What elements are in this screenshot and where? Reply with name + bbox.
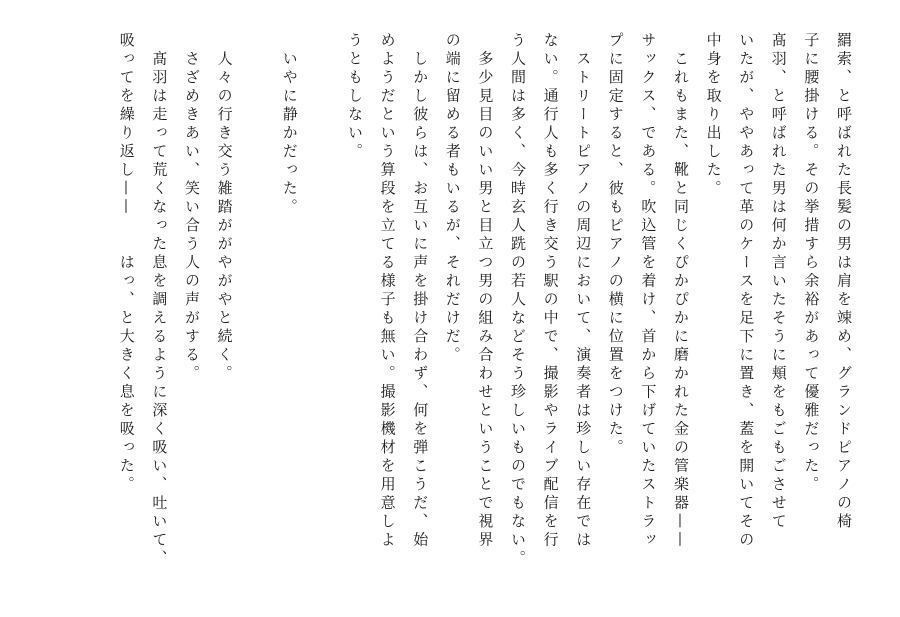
text-line: 髙羽、と呼ばれた男は何か言いたそうに頬をもごもごさせて xyxy=(769,32,788,532)
text-line: う人間は多く、今時玄人跣の若人などそう珍しいものでもない。 xyxy=(509,32,527,569)
text-line: さざめきあい、笑い合う人の声がする。 xyxy=(183,32,201,384)
text-line: いやに静かだった。 xyxy=(280,32,299,217)
text-line: 髙羽は走って荒くなった息を調えるように深く吸い、吐いて、 xyxy=(150,32,169,569)
text-line: これもまた、靴と同じくぴかぴかに磨かれた金の管楽器—— xyxy=(672,32,690,550)
text-line: いたが、ややあって革のケースを足下に置き、蓋を開いてその xyxy=(737,32,756,550)
text-line: 多少見目のいい男と目立つ男の組み合わせということで視界 xyxy=(476,32,495,550)
text-line: 子に腰掛ける。その挙措すら余裕があって優雅だった。 xyxy=(802,32,821,495)
text-line: しかし彼らは、お互いに声を掛け合わず、何を弾こうだ、始 xyxy=(411,32,430,550)
text-line: めようだという算段を立てる様子も無い。撮影機材を用意しよ xyxy=(378,32,397,550)
text-line: ストリートピアノの周辺において、演奏者は珍しい存在では xyxy=(574,32,593,550)
text-line: うともしない。 xyxy=(346,32,364,162)
text-line: 羂索、と呼ばれた長髪の男は肩を竦め、グランドピアノの椅 xyxy=(835,32,853,532)
text-line: 吸ってを繰り返し—— はっ、と大きく息を吸った。 xyxy=(117,32,136,495)
text-line: ない。通行人も多く行き交う駅の中で、撮影やライブ配信を行 xyxy=(541,32,560,550)
text-line: 中身を取り出した。 xyxy=(704,32,723,199)
text-line: プに固定すると、彼もピアノの横に位置をつけた。 xyxy=(606,32,625,458)
text-line: 人々の行き交う雑踏ががやがやと続く。 xyxy=(215,32,234,384)
text-line: サックス、である。吹込管を着け、首から下げていたストラッ xyxy=(639,32,658,550)
text-line: の端に留める者もいるが、それだけだ。 xyxy=(443,32,462,365)
